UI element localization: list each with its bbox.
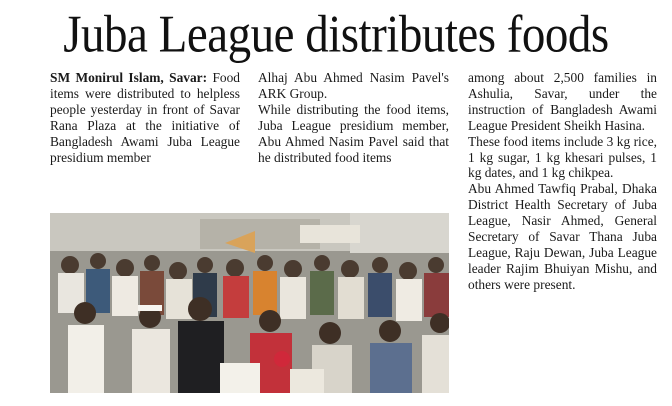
article-column-2 (258, 70, 449, 165)
column-3-paragraph-2: These food items include 3 kg rice, 1 kg sugar, 1 kg khesari pulses, 1 kg dates, and 1 kg chikpea. (468, 133, 657, 181)
column-1-paragraph (50, 70, 240, 165)
column-3-paragraph-3: Abu Ahmed Tawfiq Prabal, Dhaka District Health Secretary of Juba League, Nasir Ahmed, General Secretary of Savar Thana Juba League, Raju Dewan, Juba League leader Rajim Bhuiyan Mishu, and others were present. (468, 181, 657, 292)
article-column-3 (468, 70, 657, 293)
crowd-photo-illustration (50, 213, 449, 393)
news-photo (50, 213, 449, 393)
column-2-paragraph-1: Alhaj Abu Ahmed Nasim Pavel's ARK Group. (258, 70, 449, 101)
column-1-body: Food items were distributed to helpless people yesterday in front of Savar Rana Plaza at the initiative of Bangladesh Awami Juba League presidium member (50, 70, 240, 165)
headline: Juba League distributes foods (63, 5, 609, 64)
article-column-1 (50, 70, 240, 165)
byline: SM Monirul Islam, Savar: (50, 70, 208, 85)
column-2-paragraph-2: While distributing the food items, Juba League presidium member, Abu Ahmed Nasim Pavel said that he distributed food items (258, 101, 449, 165)
column-3-paragraph-1: among about 2,500 families in Ashulia, Savar, under the instruction of Bangladesh Awami League President Sheikh Hasina. (468, 70, 657, 133)
